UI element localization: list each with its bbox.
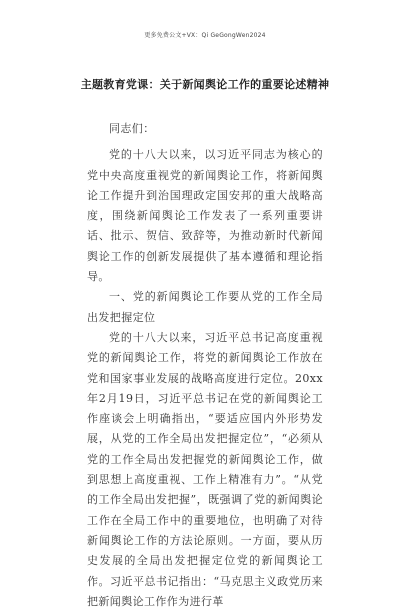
header-note: 更多免费公文+VX：Qi GeGongWen2024 bbox=[144, 32, 266, 39]
document-body bbox=[87, 119, 323, 612]
document-title: 主题教育党课：关于新闻舆论工作的重要论述精神 bbox=[80, 78, 330, 91]
paragraph-section-1: 党的十八大以来，习近平总书记高度重视党的新闻舆论工作，将党的新闻舆论工作放在党和国家事业发展的战略高度进行定位。20xx年2月19日，习近平总书记在党的新闻舆论工作座谈会上明确指出，“要适应国内外形势发展，从党的工作全局出发把握定位”，“必须从党的工作全局出发把握党的新闻舆论工作，做到思想上高度重视、工作上精准有力”。“从党的工作全局出发把握”，既强调了党的新闻舆论工作在全局工作中的重要地位，也明确了对待新闻舆论工作的方法论原则。一方面，要从历史发展的全局出发把握定位党的新闻舆论工作。习近平总书记指出：“马克思主义政党历来把新闻舆论工作作为进行革 bbox=[87, 330, 323, 608]
salutation: 同志们： bbox=[109, 122, 155, 135]
section-heading-1: 一、党的新闻舆论工作要从党的工作全局出发把握定位 bbox=[87, 290, 323, 324]
paragraph-intro: 党的十八大以来，以习近平同志为核心的党中央高度重视党的新闻舆论工作，将新闻舆论工作提升到治国理政定国安邦的重大战略高度，围绕新闻舆论工作发表了一系列重要讲话、批示、贺信、致辞等，为推动新时代新闻舆论工作的创新发展提供了基本遵循和理论指导。 bbox=[87, 148, 323, 284]
